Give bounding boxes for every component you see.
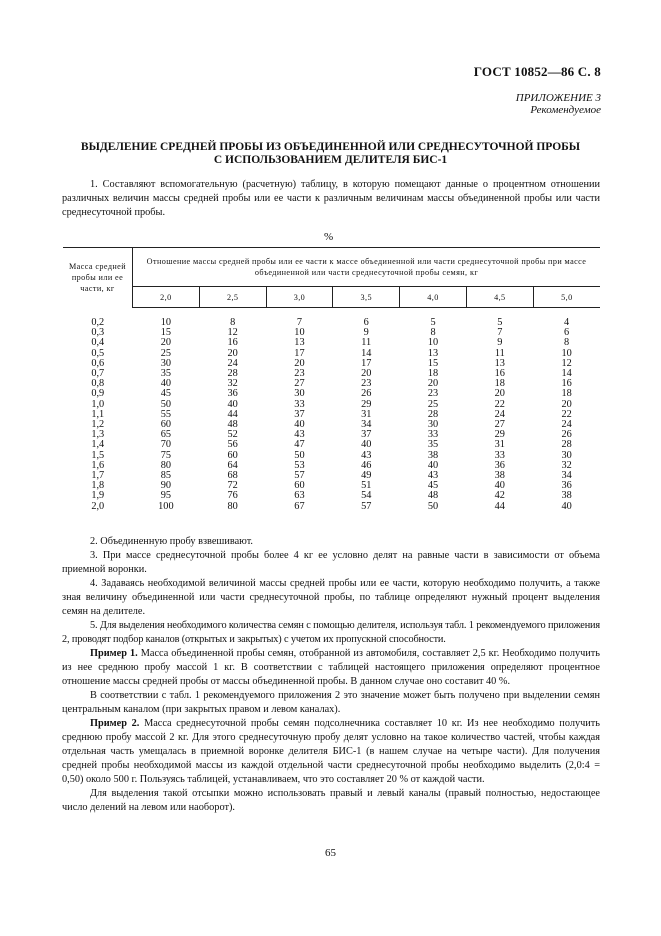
mass-cell: 2,0 <box>91 500 105 512</box>
ratio-cell: 90 <box>160 480 172 492</box>
table-row <box>63 451 600 461</box>
appendix-status: Рекомендуемое <box>530 104 601 116</box>
column-header: 3,0 <box>266 287 333 308</box>
ratio-cell: 53 <box>294 459 305 471</box>
ratio-cell: 11 <box>494 347 505 359</box>
ratio-cell: 64 <box>227 459 238 471</box>
ratio-cell: 35 <box>427 439 439 451</box>
ratio-cell: 57 <box>361 500 372 512</box>
mass-cell: 0,9 <box>91 388 105 400</box>
table-row <box>63 328 600 338</box>
ratio-cell: 42 <box>494 490 505 502</box>
ratio-cell: 68 <box>227 470 238 482</box>
column-header: 4,0 <box>400 287 467 308</box>
mass-cell: 1,6 <box>91 459 105 471</box>
ratio-cell: 60 <box>294 480 305 492</box>
mass-cell: 1,4 <box>91 439 105 451</box>
ratio-cell: 30 <box>294 388 305 400</box>
mass-cell: 0,4 <box>91 337 105 349</box>
ratio-cell: 40 <box>427 459 439 471</box>
ratio-cell: 8 <box>230 317 236 328</box>
ratio-cell: 22 <box>494 398 505 410</box>
mass-cell: 1,1 <box>91 408 105 420</box>
ratio-cell: 45 <box>427 480 439 492</box>
ratio-cell: 63 <box>294 490 305 502</box>
title-line-2: С ИСПОЛЬЗОВАНИЕМ ДЕЛИТЕЛЯ БИС-1 <box>213 154 448 166</box>
ratio-cell: 51 <box>361 480 372 492</box>
mass-cell: 1,5 <box>91 449 105 461</box>
ratio-cell: 65 <box>160 429 172 441</box>
ratio-cell: 18 <box>427 368 439 380</box>
ratio-cell: 43 <box>427 470 439 482</box>
table-row <box>63 491 600 501</box>
ratio-table <box>63 247 600 512</box>
mass-cell: 1,7 <box>91 470 105 482</box>
mass-cell: 0,2 <box>91 316 105 328</box>
ratio-cell: 80 <box>160 459 172 471</box>
ratio-cell: 29 <box>494 429 505 441</box>
ratio-cell: 40 <box>561 500 572 512</box>
mass-cell: 0,7 <box>91 368 105 380</box>
ratio-cell: 35 <box>160 368 172 380</box>
ratio-cell: 27 <box>294 378 305 390</box>
ratio-cell: 55 <box>160 408 172 420</box>
ratio-cell: 5 <box>430 317 436 328</box>
table-row <box>63 471 600 481</box>
ratio-cell: 9 <box>363 327 369 339</box>
ratio-cell: 11 <box>361 337 372 349</box>
ratio-cell: 25 <box>160 347 172 359</box>
ratio-cell: 16 <box>227 337 238 349</box>
table-row <box>63 308 600 329</box>
ratio-cell: 24 <box>227 357 238 369</box>
column-header: 5,0 <box>533 287 600 308</box>
ratio-cell: 7 <box>296 317 303 328</box>
ratio-cell: 38 <box>561 490 572 502</box>
example-1-label: Пример 1. <box>90 648 138 659</box>
ratio-cell: 75 <box>160 449 172 461</box>
ratio-cell: 22 <box>561 408 572 420</box>
ratio-cell: 10 <box>561 347 572 359</box>
ratio-cell: 40 <box>227 398 238 410</box>
ratio-cell: 33 <box>427 429 439 441</box>
page-number: 65 <box>325 847 336 859</box>
ratio-cell: 16 <box>494 368 505 380</box>
ratio-cell: 38 <box>494 470 505 482</box>
ratio-cell: 46 <box>361 459 372 471</box>
appendix-label: ПРИЛОЖЕНИЕ 3 <box>515 92 601 104</box>
ratio-cell: 24 <box>561 419 572 431</box>
ratio-cell: 5 <box>497 317 503 328</box>
table-row <box>63 349 600 359</box>
ratio-cell: 33 <box>294 398 305 410</box>
ratio-cell: 9 <box>497 337 503 349</box>
title-line-1: ВЫДЕЛЕНИЕ СРЕДНЕЙ ПРОБЫ ИЗ ОБЪЕДИНЕННОЙ ИЛИ СРЕДНЕСУТОЧНОЙ ПРОБЫ <box>80 141 581 153</box>
column-header: 2,5 <box>199 287 266 308</box>
ratio-cell: 30 <box>160 357 172 369</box>
ratio-cell: 13 <box>294 337 305 349</box>
ratio-cell: 32 <box>561 459 572 471</box>
standard-header: ГОСТ 10852—86 С. 8 <box>473 64 601 79</box>
ratio-cell: 6 <box>564 327 570 339</box>
ratio-cell: 70 <box>160 439 172 451</box>
example-1-text: Масса объединенной пробы семян, отобранной из автомобиля, составляет 2,5 кг. Необходимо получить из нее среднюю пробу массой 1 кг. В соответствии с таблицей настоящего приложения определяют процентное отношение массы средней пробы от массы объединенной пробы. В данном случае оно составит 40 %. <box>62 648 601 687</box>
mass-cell: 1,8 <box>91 480 105 492</box>
ratio-cell: 60 <box>160 419 172 431</box>
ratio-cell: 34 <box>361 419 372 431</box>
ratio-cell: 54 <box>361 490 372 502</box>
table-row <box>63 502 600 512</box>
mass-cell: 1,3 <box>91 429 105 441</box>
ratio-cell: 17 <box>361 357 372 369</box>
ratio-cell: 44 <box>227 408 238 420</box>
ratio-cell: 12 <box>227 327 238 339</box>
table-subheader-row <box>63 287 600 308</box>
table-body <box>63 308 600 512</box>
ratio-cell: 50 <box>294 449 305 461</box>
ratio-cell: 20 <box>227 347 238 359</box>
paragraph-5: 5. Для выделения необходимого количества семян с помощью делителя, используя табл. 1 рекомендуемого приложения 2, проводят подбор каналов (открытых и закрытых) с учетом их пропускной способности. <box>62 620 600 645</box>
ratio-cell: 48 <box>227 419 238 431</box>
ratio-cell: 40 <box>294 419 305 431</box>
table-row <box>63 338 600 348</box>
ratio-cell: 23 <box>294 368 305 380</box>
ratio-cell: 26 <box>361 388 372 400</box>
ratio-cell: 4 <box>564 317 570 328</box>
ratio-cell: 32 <box>227 378 238 390</box>
ratio-cell: 36 <box>494 459 505 471</box>
span-header: Отношение массы средней пробы или ее части к массе объединенной или части среднесуточной пробы при массе объединенной или части среднесуточной пробы семян, кг <box>133 248 601 287</box>
ratio-cell: 52 <box>227 429 238 441</box>
ratio-cell: 28 <box>227 368 238 380</box>
ratio-cell: 13 <box>494 357 505 369</box>
example-2 <box>62 717 600 787</box>
final-paragraph: Для выделения такой отсыпки можно использовать правый и левый каналы (правый полностью, недостающее число делений на левом или наоборот). <box>62 788 600 813</box>
section-title <box>60 141 601 167</box>
ratio-table-container <box>63 247 600 512</box>
ratio-cell: 12 <box>561 357 572 369</box>
ratio-cell: 30 <box>561 449 572 461</box>
ratio-cell: 24 <box>494 408 505 420</box>
mass-cell: 0,5 <box>91 347 105 359</box>
ratio-cell: 85 <box>160 470 172 482</box>
ratio-cell: 29 <box>361 398 372 410</box>
ratio-cell: 50 <box>160 398 172 410</box>
ratio-cell: 49 <box>361 470 372 482</box>
ratio-cell: 20 <box>361 368 372 380</box>
table-unit: % <box>324 231 334 243</box>
mass-cell: 0,3 <box>91 327 105 339</box>
ratio-cell: 100 <box>158 500 174 512</box>
paragraph-4: 4. Задаваясь необходимой величиной массы средней пробы или ее части, которую необходимо получить, а также зная величину объединенной или части среднесуточной пробы, по таблице определяют нужный процент выделения семян на делителе. <box>62 578 600 617</box>
paragraph-3: 3. При массе среднесуточной пробы более 4 кг ее условно делят на равные части в зависимости от объема приемной воронки. <box>62 550 600 575</box>
row-header: Масса средней пробы или ее части, кг <box>63 248 133 308</box>
ratio-cell: 43 <box>294 429 305 441</box>
ratio-cell: 23 <box>427 388 439 400</box>
table-row <box>63 420 600 430</box>
column-header: 2,0 <box>133 287 200 308</box>
ratio-cell: 72 <box>227 480 238 492</box>
ratio-cell: 67 <box>294 500 305 512</box>
ratio-cell: 26 <box>561 429 572 441</box>
ratio-cell: 60 <box>227 449 238 461</box>
table-row <box>63 400 600 410</box>
ratio-cell: 36 <box>227 388 238 400</box>
ratio-cell: 34 <box>561 470 572 482</box>
table-row <box>63 369 600 379</box>
mass-cell: 0,6 <box>91 357 105 369</box>
ratio-cell: 20 <box>561 398 572 410</box>
ratio-cell: 8 <box>430 327 436 339</box>
example-2-text: Масса среднесуточной пробы семян подсолнечника составляет 10 кг. Из нее необходимо получить среднюю пробу массой 2 кг. Для этого среднесуточную пробу делят условно на такое количество частей, чтобы каждая отдельная часть умещалась в приемной воронке делителя БИС-1 (в нашем случае на четыре части). Для получения средней пробы необходимой массы из каждой отдельной части среднесуточной пробы необходимо выделить (2,0:4 = 0,50) около 500 г. Пользуясь таблицей, устанавливаем, что это составляет 20 % от каждой части. <box>62 718 600 785</box>
ratio-cell: 40 <box>361 439 372 451</box>
mass-cell: 1,0 <box>91 398 105 410</box>
mass-cell: 1,9 <box>91 490 105 502</box>
ratio-cell: 48 <box>427 490 439 502</box>
ratio-cell: 36 <box>561 480 572 492</box>
ratio-cell: 15 <box>427 357 439 369</box>
ratio-cell: 37 <box>294 408 305 420</box>
ratio-cell: 95 <box>160 490 172 502</box>
ratio-cell: 10 <box>160 317 172 328</box>
ratio-cell: 57 <box>294 470 305 482</box>
table-row <box>63 481 600 491</box>
table-row <box>63 440 600 450</box>
table-row <box>63 461 600 471</box>
mass-cell: 0,8 <box>91 378 105 390</box>
appendix-label-block <box>516 92 601 116</box>
ratio-cell: 25 <box>427 398 439 410</box>
ratio-cell: 10 <box>294 327 305 339</box>
table-row <box>63 410 600 420</box>
ratio-cell: 45 <box>160 388 172 400</box>
intro-block <box>62 178 600 220</box>
paragraph-2: 2. Объединенную пробу взвешивают. <box>90 536 254 547</box>
ratio-cell: 50 <box>427 500 439 512</box>
ratio-cell: 15 <box>160 327 172 339</box>
ratio-cell: 14 <box>561 368 572 380</box>
ratio-cell: 38 <box>427 449 439 461</box>
table-row <box>63 379 600 389</box>
ratio-cell: 37 <box>361 429 372 441</box>
table-row <box>63 389 600 399</box>
ratio-cell: 40 <box>494 480 505 492</box>
example-2-label: Пример 2. <box>90 718 140 729</box>
ratio-cell: 17 <box>294 347 305 359</box>
ratio-cell: 6 <box>363 317 369 328</box>
ratio-cell: 7 <box>497 327 503 339</box>
ratio-cell: 30 <box>427 419 439 431</box>
ratio-cell: 80 <box>227 500 238 512</box>
ratio-cell: 10 <box>427 337 439 349</box>
example-1-continuation: В соответствии с табл. 1 рекомендуемого приложения 2 это значение может быть получено при выделении семян центральным каналом (при закрытых правом и левом каналах). <box>62 690 600 715</box>
ratio-cell: 14 <box>361 347 372 359</box>
ratio-cell: 20 <box>160 337 172 349</box>
column-header: 4,5 <box>466 287 533 308</box>
table-row <box>63 430 600 440</box>
column-header: 3,5 <box>333 287 400 308</box>
mass-cell: 1,2 <box>91 419 105 431</box>
ratio-cell: 18 <box>494 378 505 390</box>
example-1 <box>62 647 600 689</box>
ratio-cell: 28 <box>561 439 572 451</box>
ratio-cell: 44 <box>494 500 505 512</box>
ratio-cell: 40 <box>160 378 172 390</box>
table-row <box>63 359 600 369</box>
ratio-cell: 20 <box>427 378 439 390</box>
ratio-cell: 33 <box>494 449 505 461</box>
ratio-cell: 28 <box>427 408 439 420</box>
ratio-cell: 47 <box>294 439 305 451</box>
ratio-cell: 23 <box>361 378 372 390</box>
table-header-row <box>63 248 600 287</box>
ratio-cell: 31 <box>361 408 372 420</box>
ratio-cell: 13 <box>427 347 439 359</box>
ratio-cell: 16 <box>561 378 572 390</box>
ratio-cell: 27 <box>494 419 505 431</box>
ratio-cell: 43 <box>361 449 372 461</box>
ratio-cell: 8 <box>564 337 570 349</box>
ratio-cell: 76 <box>227 490 238 502</box>
ratio-cell: 20 <box>494 388 505 400</box>
body-text <box>62 535 600 815</box>
intro-paragraph: 1. Составляют вспомогательную (расчетную) таблицу, в которую помещают данные о процентном отношении различных величин массы средней пробы или ее части к различным величинам массы объединенной пробы или части среднесуточной пробы. <box>62 179 600 218</box>
ratio-cell: 18 <box>561 388 572 400</box>
ratio-cell: 56 <box>227 439 238 451</box>
ratio-cell: 20 <box>294 357 305 369</box>
ratio-cell: 31 <box>494 439 505 451</box>
